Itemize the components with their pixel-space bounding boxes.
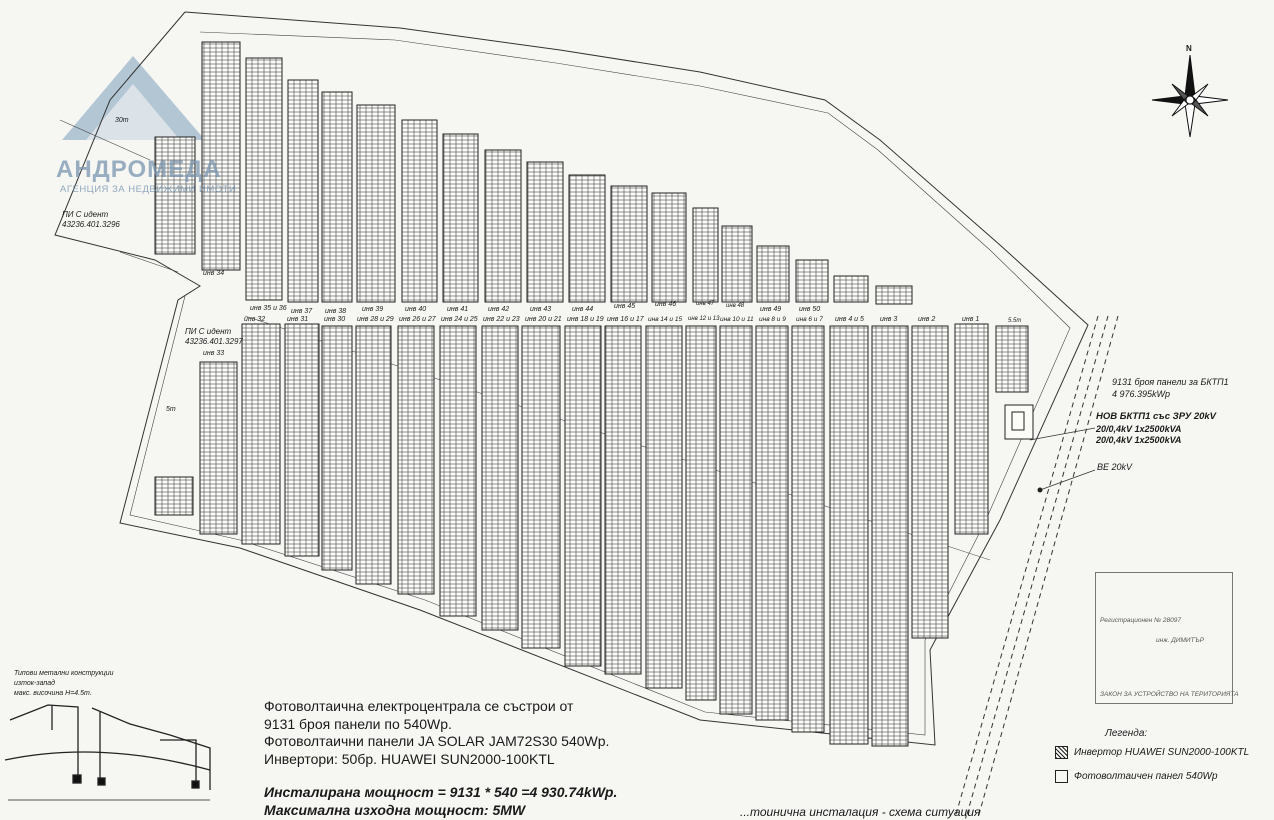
watermark-tagline: АГЕНЦИЯ ЗА НЕДВИЖИМИ ИМОТИ — [60, 184, 237, 195]
stamp-reg: Регистрационен № 28097 — [1100, 617, 1181, 624]
row-label: инв 26 и 27 — [399, 316, 436, 323]
note-line-4: Инвертори: 50бр. HUAWEI SUN2000-100KTL — [264, 750, 555, 767]
note-line-1: Фотоволтаична електроцентрала се състрои от — [264, 698, 574, 714]
row-label: инв 39 — [362, 306, 384, 313]
substation-power: 4 976.395kWp — [1112, 389, 1171, 399]
row-label: инв 44 — [572, 306, 594, 313]
row-label: инв 34 — [203, 270, 225, 277]
row-label: инв 3 — [880, 316, 898, 323]
stamp-footer: ЗАКОН ЗА УСТРОЙСТВО НА ТЕРИТОРИЯТА — [1100, 691, 1239, 698]
parcel-2-label: ПИ С идент — [185, 327, 232, 336]
substation-panels: 9131 броя панели за БКТП1 — [1112, 377, 1229, 387]
dimension-right: 5.5m — [1008, 318, 1022, 324]
watermark-logo-icon — [62, 56, 205, 140]
parcel-2-id: 43236.401.3297 — [185, 337, 243, 346]
legend-title: Легенда: — [1105, 728, 1148, 739]
row-label: инв 49 — [760, 306, 782, 313]
row-label: инв 47 — [696, 301, 715, 307]
structure-note-2: изток-запад — [14, 680, 56, 687]
row-label: инв 30 — [324, 316, 346, 323]
row-label: инв 45 — [614, 303, 636, 310]
row-label: инв 16 и 17 — [607, 316, 644, 323]
legend-item-panel: Фотоволтаичен панел 540Wp — [1055, 770, 1218, 783]
row-label: инв 35 и 36 — [250, 305, 287, 312]
row-label: инв 33 — [203, 350, 225, 357]
inverter-icon — [1055, 746, 1068, 759]
row-label: инв 40 — [405, 306, 427, 313]
power-line-label: ВЕ 20kV — [1097, 462, 1133, 472]
row-label: инв 20 и 21 — [525, 316, 562, 323]
stamp-name: инж. ДИМИТЪР — [1156, 637, 1205, 644]
engineer-stamp — [1095, 572, 1239, 704]
row-label: инв 46 — [655, 301, 677, 308]
row-label: инв 2 — [918, 316, 936, 323]
note-line-2: 9131 броя панели по 540Wp. — [264, 715, 452, 732]
structure-note-1: Типови метални конструкции — [14, 670, 114, 677]
row-label: инв 12 и 13 — [688, 316, 720, 322]
panel-icon — [1055, 770, 1068, 783]
power-summary — [264, 783, 617, 819]
row-label: инв 50 — [799, 306, 821, 313]
watermark-brand: АНДРОМЕДА — [56, 156, 222, 183]
project-notes — [264, 698, 609, 768]
installed-power: Инсталирана мощност = 9131 * 540 =4 930.74kWp. — [264, 784, 618, 800]
max-power: Максимална изходна мощност: 5MW — [264, 802, 526, 818]
drawing-caption: ...тоинична инсталация - схема ситуация — [740, 805, 981, 819]
row-label: инв 28 и 29 — [357, 316, 394, 323]
structure-sketch — [5, 705, 210, 800]
row-label: инв 4 и 5 — [835, 316, 864, 323]
lower-panel-rows — [155, 324, 1028, 746]
note-line-3: Фотоволтаични панели JA SOLAR JAM72S30 540Wp. — [264, 733, 610, 749]
row-label: инв 37 — [291, 308, 313, 315]
substation-trafo-1: 20/0,4kV 1x2500kVA — [1096, 424, 1182, 434]
row-label: инв 32 — [244, 316, 266, 323]
row-label: инв 22 и 23 — [483, 316, 520, 323]
parcel-1-label: ПИ С идент — [62, 210, 109, 219]
row-label: инв 18 и 19 — [567, 316, 604, 323]
row-label: инв 43 — [530, 306, 552, 313]
row-label: инв 41 — [447, 306, 469, 313]
parcel-1-id: 43236.401.3296 — [62, 220, 120, 229]
north-arrow-icon — [1152, 55, 1228, 137]
substation-name: НОВ БКТП1 със ЗРУ 20kV — [1096, 411, 1217, 422]
structure-note-3: макс. височина H=4.5m. — [14, 690, 92, 697]
upper-panel-rows — [155, 42, 912, 304]
row-label: инв 1 — [962, 316, 980, 323]
row-label: инв 14 и 15 — [648, 316, 683, 323]
legend-item-inverter: Инвертор HUAWEI SUN2000-100KTL — [1055, 746, 1249, 759]
row-label: инв 38 — [325, 308, 347, 315]
row-label: инв 48 — [726, 303, 745, 309]
row-label: инв 10 и 11 — [720, 316, 754, 323]
row-label: инв 24 и 25 — [441, 316, 478, 323]
north-label: N — [1186, 44, 1192, 53]
row-label: инв 31 — [287, 316, 309, 323]
dimension-left: 5m — [166, 406, 176, 413]
row-label: инв 8 и 9 — [759, 316, 786, 323]
substation-trafo-2: 20/0,4kV 1x2500kVA — [1096, 435, 1182, 445]
dimension-top: 30m — [115, 117, 129, 124]
row-label: инв 42 — [488, 306, 510, 313]
row-label: инв 6 и 7 — [796, 316, 823, 323]
